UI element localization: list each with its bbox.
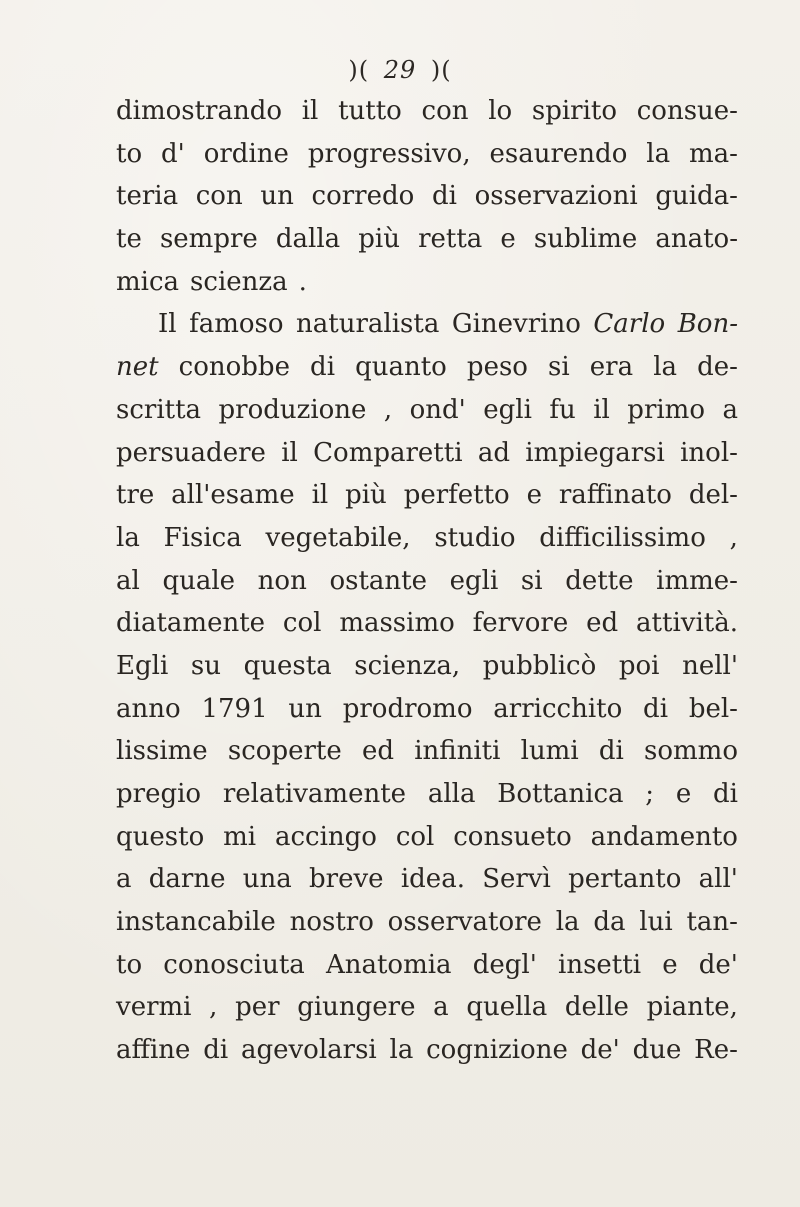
word: fervore: [472, 608, 569, 639]
word: quale: [162, 565, 236, 596]
word: dalla: [275, 224, 341, 255]
header-left-ornament: )(: [348, 56, 370, 84]
word: era: [589, 352, 634, 383]
text-line: [116, 901, 738, 944]
text-line: [116, 517, 738, 560]
text-line: [116, 474, 738, 517]
word: famoso: [189, 309, 284, 340]
word: quanto: [355, 352, 447, 383]
word: produzione: [218, 394, 367, 425]
word: giungere: [297, 992, 416, 1023]
word: conosciuta: [163, 949, 305, 980]
word: di: [431, 181, 457, 212]
word: la: [653, 352, 678, 383]
word: all': [698, 864, 738, 895]
word: de-: [697, 352, 738, 383]
word: a: [722, 394, 738, 425]
word: agevolarsi: [240, 1035, 377, 1066]
text-line: [116, 432, 738, 475]
text-line: [116, 645, 738, 688]
paragraph-start-line: [116, 303, 738, 346]
word: di: [310, 352, 336, 383]
word: a: [433, 992, 449, 1023]
text-line: [116, 218, 738, 261]
word: ,: [729, 522, 738, 553]
word: e: [675, 779, 692, 809]
word: a: [116, 864, 132, 895]
word: di: [643, 693, 669, 724]
word: andamento: [590, 821, 738, 852]
word: prodromo: [342, 693, 473, 724]
word: la: [555, 907, 580, 938]
word: consueto: [453, 821, 572, 852]
word: due: [632, 1035, 682, 1066]
word: non: [257, 565, 307, 596]
word: Servì: [482, 864, 551, 895]
word: all'esame: [171, 480, 295, 511]
text-line: [116, 1029, 738, 1072]
word: egli: [449, 565, 499, 596]
word: naturalista: [296, 309, 440, 340]
word: sublime: [533, 224, 638, 255]
word: 1791: [201, 693, 268, 724]
word: del-: [688, 480, 738, 511]
word: vegetabile,: [265, 522, 411, 553]
word: osservatore: [387, 907, 542, 938]
word: lui: [639, 907, 673, 938]
word: spirito: [531, 96, 618, 126]
text-line: [116, 133, 738, 176]
word: de': [698, 949, 738, 980]
word: te: [116, 224, 142, 255]
word: si: [520, 565, 543, 596]
text-line: [116, 944, 738, 987]
word: ed: [361, 736, 394, 767]
word: net: [116, 352, 159, 383]
word: Anatomia: [325, 949, 452, 980]
word: il: [593, 394, 610, 425]
word: sommo: [644, 736, 738, 767]
word: retta: [418, 224, 483, 255]
word: il: [281, 437, 298, 468]
word: un: [288, 693, 322, 724]
word: de': [580, 1035, 620, 1066]
word: pubblicò: [482, 650, 597, 681]
word: Egli: [116, 650, 169, 681]
word: relativamente: [222, 779, 407, 809]
word: affine: [116, 1035, 191, 1066]
word: egli: [483, 394, 532, 425]
word: sempre: [159, 224, 258, 255]
word: persuadere: [116, 437, 266, 468]
word: dimostrando: [116, 96, 283, 126]
word: conobbe: [178, 352, 290, 383]
word: quella: [466, 992, 548, 1023]
word: darne: [148, 864, 226, 895]
word: da: [593, 907, 626, 938]
word: diatamente: [116, 608, 266, 639]
word: degl': [472, 949, 537, 980]
word: instancabile: [116, 907, 276, 938]
word: e: [500, 224, 516, 255]
word: ma-: [689, 138, 738, 169]
word: to: [116, 949, 143, 980]
word: guida-: [655, 181, 738, 212]
word: ;: [645, 779, 655, 809]
word: massimo: [339, 608, 455, 639]
word: lo: [488, 96, 513, 126]
word: Il: [158, 309, 177, 340]
word: Ginevrino: [451, 309, 581, 340]
word: al: [116, 565, 140, 596]
text-line: [116, 986, 738, 1029]
word: vermi: [116, 992, 192, 1023]
word: e: [526, 480, 542, 511]
word: accingo: [274, 821, 377, 852]
text-line: [116, 261, 738, 304]
text-line: [116, 816, 738, 859]
word: insetti: [558, 949, 642, 980]
word: ordine: [203, 138, 289, 169]
text-line: [116, 858, 738, 901]
word: attività.: [636, 608, 738, 639]
word: un: [260, 181, 294, 212]
text-line: [116, 773, 738, 816]
word: scienza: [190, 266, 288, 297]
word: e: [662, 949, 678, 980]
word: tre: [116, 480, 155, 511]
text-line: [116, 346, 738, 389]
word: dette: [565, 565, 634, 596]
word: con: [195, 181, 243, 212]
word: ostante: [329, 565, 427, 596]
word: arricchito: [493, 693, 623, 724]
word: ond': [409, 394, 466, 425]
word: la: [389, 1035, 414, 1066]
word: lissime: [116, 736, 208, 767]
word: to: [116, 138, 143, 169]
word: col: [282, 608, 322, 639]
page-number: 29: [383, 56, 417, 84]
text-line: [116, 602, 738, 645]
word: mica: [116, 266, 180, 297]
running-header: [0, 56, 800, 84]
word: Bon-: [677, 309, 738, 340]
word: ad: [477, 437, 510, 468]
word: poi: [618, 650, 660, 681]
body-text: [116, 90, 738, 1072]
text-line: [116, 560, 738, 603]
word: di: [712, 779, 738, 809]
word: difficilissimo: [539, 522, 706, 553]
word: su: [190, 650, 221, 681]
word: lumi: [520, 736, 579, 767]
text-line: [116, 730, 738, 773]
word: Comparetti: [313, 437, 463, 468]
word: ,: [209, 992, 218, 1023]
word: corredo: [311, 181, 415, 212]
word: imme-: [656, 565, 738, 596]
word: scritta: [116, 394, 202, 425]
word: Fisica: [163, 522, 242, 553]
word: infiniti: [414, 736, 501, 767]
header-right-ornament: )(: [430, 56, 452, 84]
word: più: [345, 480, 387, 511]
word: più: [358, 224, 400, 255]
word: inol-: [680, 437, 738, 468]
word: teria: [116, 181, 179, 212]
word: consue-: [636, 96, 738, 126]
word: bel-: [688, 693, 738, 724]
word: osservazioni: [474, 181, 638, 212]
text-line: [116, 175, 738, 218]
text-line: [116, 90, 738, 133]
word: pertanto: [568, 864, 682, 895]
word: studio: [434, 522, 516, 553]
word: delle: [564, 992, 629, 1023]
word: impiegarsi: [525, 437, 665, 468]
word: scienza,: [354, 650, 461, 681]
word: pregio: [116, 779, 202, 809]
word: .: [298, 266, 307, 297]
word: piante,: [646, 992, 738, 1023]
word: mi: [223, 821, 257, 852]
word: peso: [466, 352, 528, 383]
word: si: [548, 352, 570, 383]
word: di: [598, 736, 624, 767]
text-line: [116, 389, 738, 432]
word: progressivo,: [307, 138, 471, 169]
word: idea.: [400, 864, 465, 895]
word: Re-: [694, 1035, 738, 1066]
word: anno: [116, 693, 181, 724]
word: alla: [427, 779, 476, 809]
word: raffinato: [558, 480, 672, 511]
word: la: [646, 138, 671, 169]
word: scoperte: [227, 736, 342, 767]
word: Carlo: [593, 309, 666, 340]
word: esaurendo: [489, 138, 628, 169]
word: questo: [116, 821, 205, 852]
word: una: [242, 864, 292, 895]
word: breve: [309, 864, 384, 895]
word: tan-: [686, 907, 738, 938]
word: di: [203, 1035, 229, 1066]
word: d': [161, 138, 185, 169]
word: fu: [549, 394, 576, 425]
word: anato-: [655, 224, 738, 255]
word: ,: [383, 394, 393, 425]
text-line: [116, 688, 738, 731]
word: Bottanica: [497, 779, 624, 809]
word: cognizione: [426, 1035, 568, 1066]
word: la: [116, 522, 140, 553]
word: nell': [682, 650, 738, 681]
word: primo: [627, 394, 705, 425]
word: perfetto: [403, 480, 510, 511]
word: col: [395, 821, 435, 852]
word: con: [421, 96, 469, 126]
word: il: [311, 480, 329, 511]
word: per: [235, 992, 280, 1023]
word: tutto: [338, 96, 402, 126]
word: ed: [586, 608, 619, 639]
word: il: [301, 96, 319, 126]
word: questa: [243, 650, 332, 681]
word: nostro: [289, 907, 374, 938]
